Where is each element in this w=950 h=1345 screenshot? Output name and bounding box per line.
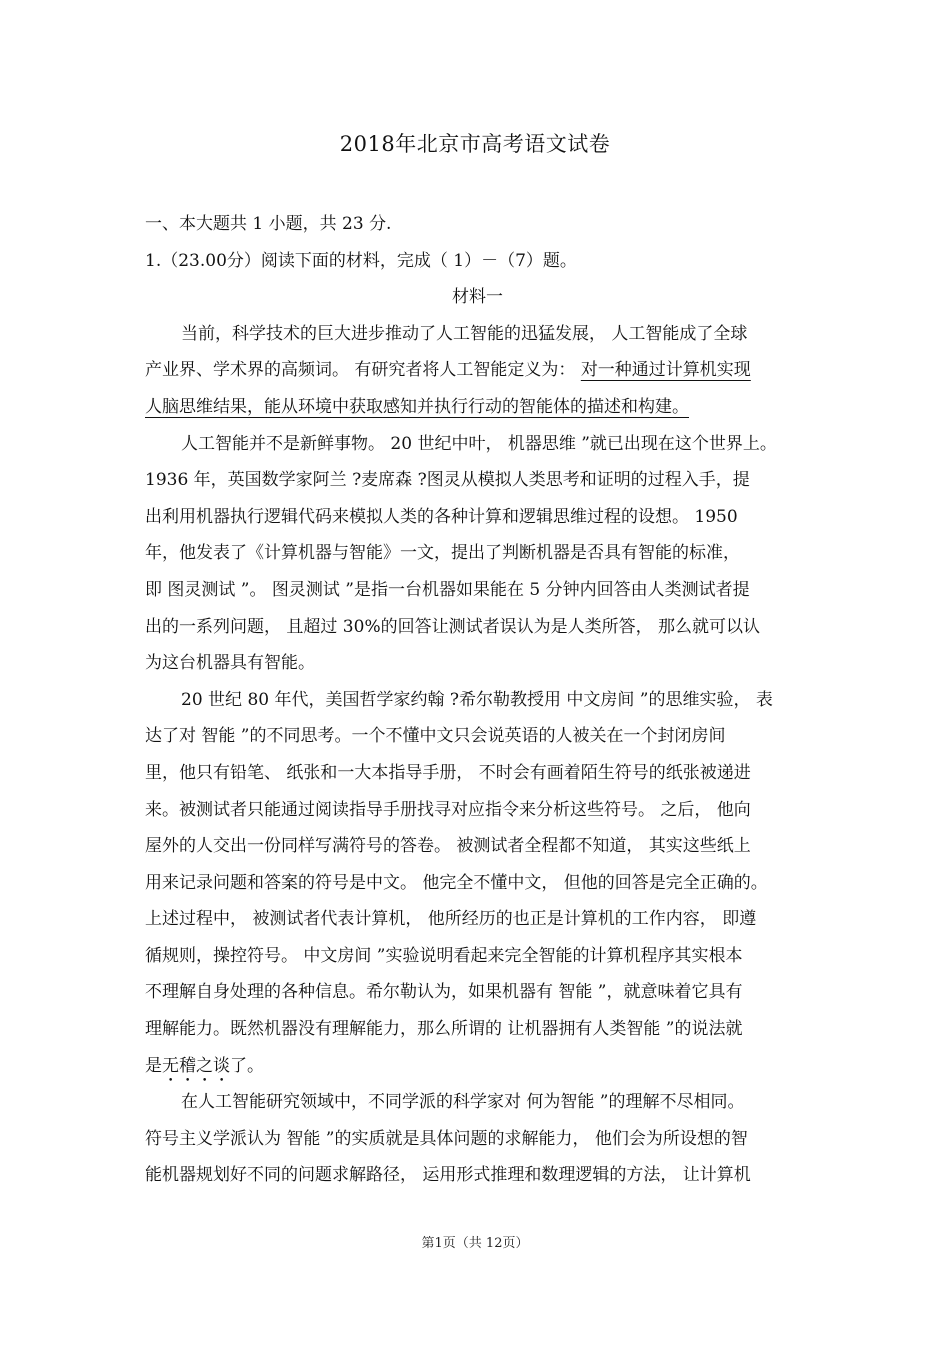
text-line: 不理解自身处理的各种信息。希尔勒认为，如果机器有 智能 ”，就意味着它具有 [145,982,743,1003]
material-title: 材料一 [452,287,503,308]
text-line: 达了对 智能 ”的不同思考。一个不懂中文只会说英语的人被关在一个封闭房间 [145,726,726,747]
text-line: 屋外的人交出一份同样写满符号的答卷。 被测试者全程都不知道， 其实这些纸上 [145,836,751,857]
text-line: 出利用机器执行逻辑代码来模拟人类的各种计算和逻辑思维过程的设想。 1950 [145,506,738,527]
text-line: 来。被测试者只能通过阅读指导手册找寻对应指令来分析这些符号。 之后， 他向 [145,799,751,820]
question-intro: 1.（23.00分）阅读下面的材料，完成（ 1）－（7）题。 [145,250,577,271]
text-segment: 产业界、学术界的高频词。 有研究者将人工智能定义为： [145,360,581,381]
text-line [145,389,810,426]
text-line: 即 图灵测试 ”。 图灵测试 ”是指一台机器如果能在 5 分钟内回答由人类测试者提 [145,579,750,600]
page-footer: 第1页（共 12页） [421,1236,529,1251]
text-line: 里，他只有铅笔、 纸张和一大本指导手册， 不时会有画着陌生符号的纸张被递进 [145,762,751,783]
text-line: 人工智能并不是新鲜事物。 20 世纪中叶， 机器思维 ”就已出现在这个世界上。 [181,433,777,454]
text-line: 出的一系列问题， 且超过 30%的回答让测试者误认为是人类所答， 那么就可以认 [145,616,760,637]
text-line: 当前，科学技术的巨大进步推动了人工智能的迅猛发展， 人工智能成了全球 [181,323,748,344]
text-line: 在人工智能研究领域中，不同学派的科学家对 何为智能 ”的理解不尽相同。 [181,1092,745,1113]
underlined-definition: 人脑思维结果，能从环境中获取感知并执行行动的智能体的描述和构建。 [145,396,689,417]
text-line [145,1048,810,1085]
text-line: 为这台机器具有智能。 [145,653,315,674]
text-line: 1936 年，英国数学家阿兰 ?麦席森 ?图灵从模拟人类思考和证明的过程入手，提 [145,470,750,491]
text-segment: 了。 [230,1055,264,1076]
underlined-definition: 对一种通过计算机实现 [580,360,751,381]
page-title: 2018年北京市高考语文试卷 [339,132,611,156]
text-line: 理解能力。既然机器没有理解能力，那么所谓的 让机器拥有人类智能 ”的说法就 [145,1019,743,1040]
text-line: 符号主义学派认为 智能 ”的实质就是具体问题的求解能力， 他们会为所设想的智 [145,1128,748,1149]
text-line: 用来记录问题和答案的符号是中文。 他完全不懂中文， 但他的回答是完全正确的。 [145,872,768,893]
text-line: 循规则，操控符号。 中文房间 ”实验说明看起来完全智能的计算机程序其实根本 [145,945,743,966]
text-segment: 是 [145,1055,162,1076]
text-line: 上述过程中， 被测试者代表计算机， 他所经历的也正是计算机的工作内容， 即遵 [145,909,757,930]
document-body [145,206,810,1194]
text-line: 能机器规划好不同的问题求解路径， 运用形式推理和数理逻辑的方法， 让计算机 [145,1165,751,1186]
section-heading: 一、本大题共 1 小题，共 23 分. [145,214,392,234]
dotted-emphasis-phrase: 无稽之谈 [162,1055,230,1076]
text-line: 年，他发表了《计算机器与智能》一文，提出了判断机器是否具有智能的标准， [145,543,740,564]
text-line [145,352,810,389]
text-line: 20 世纪 80 年代，美国哲学家约翰 ?希尔勒教授用 中文房间 ”的思维实验， 表 [181,689,773,710]
